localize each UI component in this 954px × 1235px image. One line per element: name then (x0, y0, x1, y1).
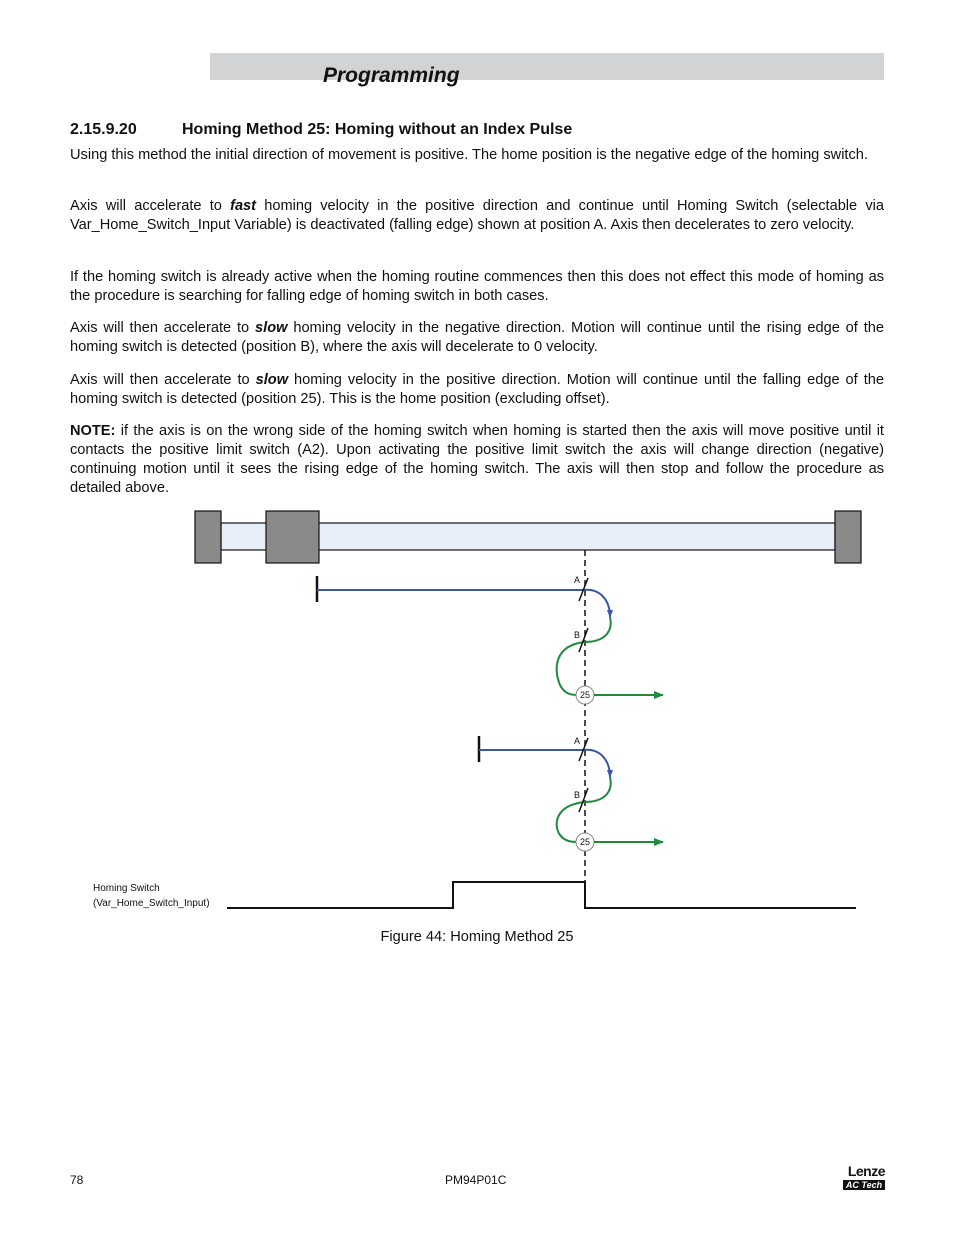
label-25-2: 25 (579, 837, 591, 847)
paragraph-slow-negative-emphasis: slow (255, 320, 288, 336)
header-bar (210, 53, 884, 80)
switch-label-line1: Homing Switch (93, 883, 160, 894)
paragraph-slow-positive-text-2: homing velocity in the positive direction. Motion will continue until the falling edge of the homing switch is detected (position 25). This is the home position (excluding offset). (70, 372, 884, 407)
switch-label-line2: (Var_Home_Switch_Input) (93, 898, 210, 909)
tick-b-1 (579, 628, 588, 652)
label-a-1: A (574, 575, 581, 585)
figure-caption: Figure 44: Homing Method 25 (380, 929, 574, 945)
homing-switch-signal (227, 882, 856, 908)
paragraph-slow-negative-text-1: Axis will then accelerate to (70, 320, 256, 336)
negative-limit-block (195, 511, 221, 563)
paragraph-slow-positive (70, 371, 884, 409)
page-number: 78 (70, 1173, 84, 1187)
lenze-logo (843, 1164, 885, 1190)
slow-negative-path-2 (557, 777, 611, 842)
paragraph-fast-emphasis: fast (230, 198, 257, 214)
section-heading (70, 121, 572, 139)
section-number: 2.15.9.20 (70, 121, 137, 138)
slow-negative-path-1 (557, 617, 611, 695)
paragraph-slow-positive-emphasis: slow (255, 372, 289, 388)
logo-brand: Lenze (847, 1163, 885, 1179)
page-title: Programming (323, 64, 460, 87)
fast-path-2-arrowhead (607, 770, 613, 778)
section-title: Homing Method 25: Homing without an Index Pulse (182, 121, 573, 138)
paragraph-fast-text-2: homing velocity in the positive direction and continue until Homing Switch (selectable via Var_Home_Switch_Input Variable) is deactivated (falling edge) shown at position A. Axis then decelerates to zero velocity. (70, 198, 885, 233)
paragraph-slow-positive-text-1: Axis will then accelerate to (70, 372, 256, 388)
homing-diagram-svg (0, 500, 954, 930)
label-a-2: A (574, 736, 581, 746)
note-text: if the axis is on the wrong side of the homing switch when homing is started then the axis will move positive until it contacts the positive limit switch (A2). Upon activating the positive limit switch the axis will change direction (negative) continuing motion until it sees the rising edge of the homing switch. The axis will then stop and follow the procedure as detailed above. (70, 423, 884, 496)
label-b-2: B (574, 790, 581, 800)
paragraph-intro: Using this method the initial direction of movement is positive. The home position is the negative edge of the homing switch. (70, 147, 868, 163)
fast-path-2 (479, 750, 610, 777)
positive-limit-block (835, 511, 861, 563)
homing-diagram (0, 500, 954, 930)
label-b-1: B (574, 630, 581, 640)
tick-b-2 (579, 788, 588, 812)
document-id: PM94P01C (445, 1173, 507, 1187)
paragraph-slow-negative (70, 319, 884, 357)
fast-path-1 (317, 590, 610, 617)
paragraph-slow-negative-text-2: homing velocity in the negative direction. Motion will continue until the rising edge of the homing switch is detected (position B), where the axis will decelerate to 0 velocity. (70, 320, 884, 355)
label-25-1: 25 (579, 690, 591, 700)
note-label: NOTE: (70, 423, 116, 439)
logo-sub: AC Tech (843, 1180, 885, 1190)
homing-switch-block (266, 511, 319, 563)
paragraph-fast (70, 197, 884, 235)
paragraph-fast-text-1: Axis will accelerate to (70, 198, 231, 214)
paragraph-already-active: If the homing switch is already active when the homing routine commences then this does not effect this mode of homing as the procedure is searching for falling edge of homing switch in both cases. (70, 269, 884, 304)
fast-path-1-arrowhead (607, 610, 613, 618)
paragraph-note (70, 422, 884, 498)
